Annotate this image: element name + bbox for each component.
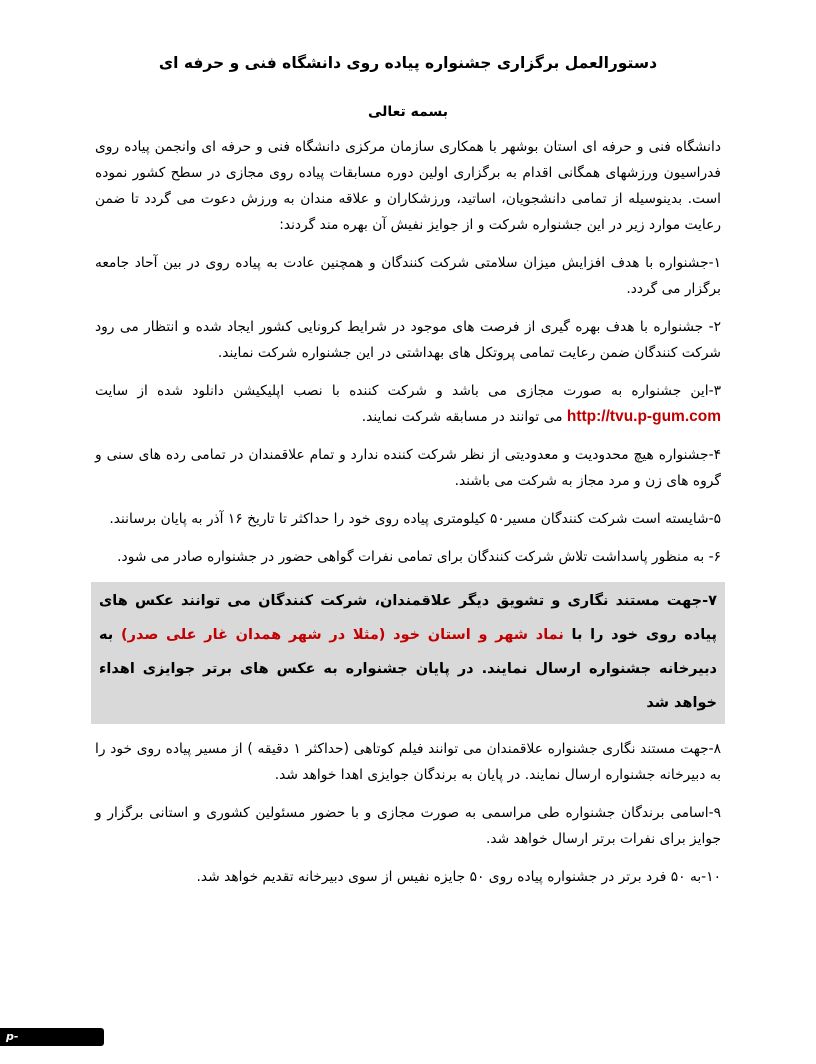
rule-item-7-part-2: به دبیرخانه جشنواره ارسال نمایند. در پایان جشنواره به عکس های برتر جوایزی اهداء خواهد شد — [99, 627, 717, 711]
footer-watermark-text: p-rasht.nus.ac.ir — [6, 1030, 97, 1061]
rule-item-3-text-after: می توانند در مسابقه شرکت نمایند. — [361, 409, 563, 425]
rule-item-3-text-before: ۳-این جشنواره به صورت مجازی می باشد و شرکت کننده با نصب اپلیکیشن دانلود شده از سایت — [95, 383, 721, 399]
website-link[interactable]: http://tvu.p-gum.com — [566, 408, 721, 425]
bismillah-heading: بسمه تعالی — [367, 104, 449, 120]
rule-item-6: ۶- به منظور پاسداشت تلاش شرکت کنندگان برای تمامی نفرات گواهی حضور در جشنواره صادر می شود. — [117, 549, 721, 565]
intro-paragraph: دانشگاه فنی و حرفه ای استان بوشهر با همکاری سازمان مرکزی دانشگاه فنی و حرفه ای وانجمن پیاده روی فدراسیون ورزشهای همگانی اقدام به برگزاری اولین دوره مسابقات پیاده روی مجازی در سطح کشور نموده است. بدینوسیله از تمامی دانشجویان، اساتید، ورزشکاران و علاقه مندان به ورزش دعوت می گردد تا ضمن رعایت موارد زیر در این جشنواره شرکت و از جوایز نفیش آن بهره مند گردند: — [95, 139, 721, 233]
highlighted-rule-box — [91, 582, 725, 724]
rule-item-7-red-text: نماد شهر و استان خود (مثلا در شهر همدان غار علی صدر) — [120, 627, 564, 643]
rule-item-5: ۵-شایسته است شرکت کنندگان مسیر۵۰ کیلومتری پیاده روی خود را حداکثر تا تاریخ ۱۶ آذر به پایان برسانند. — [109, 511, 721, 527]
document-page — [95, 50, 721, 890]
footer-watermark-bar — [0, 1028, 104, 1061]
rule-item-10: ۱۰-به ۵۰ فرد برتر در جشنواره پیاده روی ۵۰ جایزه نفیس از سوی دبیرخانه تقدیم خواهد شد. — [196, 869, 721, 885]
document-title: دستورالعمل برگزاری جشنواره پیاده روی دانشگاه فنی و حرفه ای — [158, 54, 658, 72]
rule-item-2: ۲- جشنواره با هدف بهره گیری از فرصت های موجود در شرایط کرونایی کشور ایجاد شده و انتظار می رود شرکت کنندگان ضمن رعایت تمامی پروتکل های بهداشتی در این جشنواره شرکت نمایند. — [95, 319, 721, 361]
rule-item-4: ۴-جشنواره هیچ محدودیت و معدودیتی از نظر شرکت کننده ندارد و تمام علاقمندان در تمامی رده های سنی و گروه های زن و مرد مجاز به شرکت می باشند. — [95, 447, 721, 489]
rule-item-7 — [99, 584, 717, 720]
rule-item-9: ۹-اسامی برندگان جشنواره طی مراسمی به صورت مجازی و با حضور مسئولین کشوری و استانی برگزار و جوایز برای نفرات برتر ارسال خواهد شد. — [95, 805, 721, 847]
rule-item-1: ۱-جشنواره با هدف افزایش میزان سلامتی شرکت کنندگان و همچنین عادت به پیاده روی در بین آحاد جامعه برگزار می گردد. — [95, 255, 721, 297]
rule-item-3 — [95, 378, 721, 430]
rule-item-8: ۸-جهت مستند نگاری جشنواره علاقمندان می توانند فیلم کوتاهی (حداکثر ۱ دقیقه ) از مسیر پیاده روی خود را به دبیرخانه جشنواره ارسال نمایند. در پایان به برندگان جوایزی اهدا خواهد شد. — [95, 741, 721, 783]
rule-item-7-part-1: ۷-جهت مستند نگاری و تشویق دیگر علاقمندان، شرکت کنندگان می توانند عکس های پیاده روی خود را با — [99, 593, 717, 643]
